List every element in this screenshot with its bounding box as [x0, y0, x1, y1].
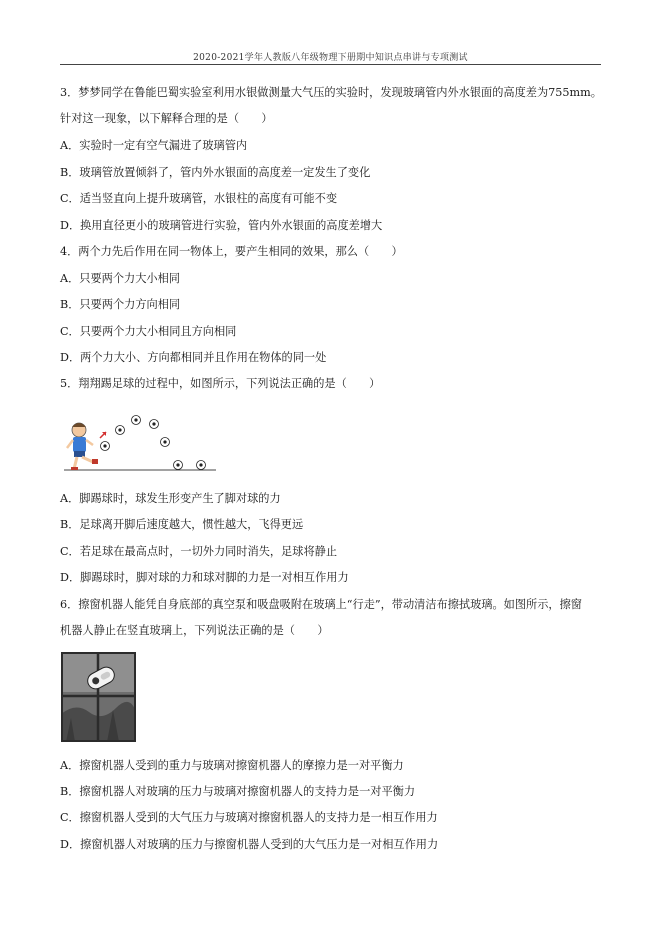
- window-cleaning-robot-photo: [61, 652, 136, 742]
- question-3-option-a: A．实验时一定有空气漏进了玻璃管内: [60, 139, 248, 152]
- question-6-stem-line-2: 机器人静止在竖直玻璃上，下列说法正确的是（ ）: [60, 624, 329, 637]
- question-3-option-d: D．换用直径更小的玻璃管进行实验，管内外水银面的高度差增大: [60, 219, 383, 232]
- question-6-option-a: A．擦窗机器人受到的重力与玻璃对擦窗机器人的摩擦力是一对平衡力: [60, 759, 404, 772]
- question-6-stem-line-1: 6．擦窗机器人能凭自身底部的真空泵和吸盘吸附在玻璃上“行走”，带动清洁布擦拭玻璃。如图所示，擦窗: [60, 598, 582, 611]
- header-rule: [60, 64, 601, 65]
- question-4-option-b: B．只要两个力方向相同: [60, 298, 181, 311]
- question-3-stem-line-1: 3．梦梦同学在鲁能巴蜀实验室利用水银做测量大气压的实验时，发现玻璃管内外水银面的高度差为755mm。: [60, 86, 602, 99]
- question-6-option-d: D．擦窗机器人对玻璃的压力与擦窗机器人受到的大气压力是一对相互作用力: [60, 838, 439, 851]
- question-5-option-b: B．足球离开脚后速度越大，惯性越大，飞得更远: [60, 518, 304, 531]
- question-3-option-b: B．玻璃管放置倾斜了，管内外水银面的高度差一定发生了变化: [60, 166, 371, 179]
- page-header: 2020-2021学年人教版八年级物理下册期中知识点串讲与专项测试: [193, 53, 468, 63]
- question-4-stem: 4．两个力先后作用在同一物体上，要产生相同的效果，那么（ ）: [60, 245, 403, 258]
- question-4-option-c: C．只要两个力大小相同且方向相同: [60, 325, 237, 338]
- soccer-kick-figure: [62, 408, 218, 478]
- question-4-option-d: D．两个力大小、方向都相同并且作用在物体的同一处: [60, 351, 327, 364]
- question-5-option-d: D．脚踢球时，脚对球的力和球对脚的力是一对相互作用力: [60, 571, 349, 584]
- question-4-option-a: A．只要两个力大小相同: [60, 272, 180, 285]
- question-5-option-a: A．脚踢球时，球发生形变产生了脚对球的力: [60, 492, 281, 505]
- question-3-option-c: C．适当竖直向上提升玻璃管，水银柱的高度有可能不变: [60, 192, 338, 205]
- question-5-option-c: C．若足球在最高点时，一切外力同时消失，足球将静止: [60, 545, 338, 558]
- question-3-stem-line-2: 针对这一现象，以下解释合理的是（ ）: [60, 112, 273, 125]
- question-5-stem: 5．翔翔踢足球的过程中，如图所示，下列说法正确的是（ ）: [60, 377, 381, 390]
- question-6-option-c: C．擦窗机器人受到的大气压力与玻璃对擦窗机器人的支持力是一相互作用力: [60, 811, 438, 824]
- question-6-option-b: B．擦窗机器人对玻璃的压力与玻璃对擦窗机器人的支持力是一对平衡力: [60, 785, 416, 798]
